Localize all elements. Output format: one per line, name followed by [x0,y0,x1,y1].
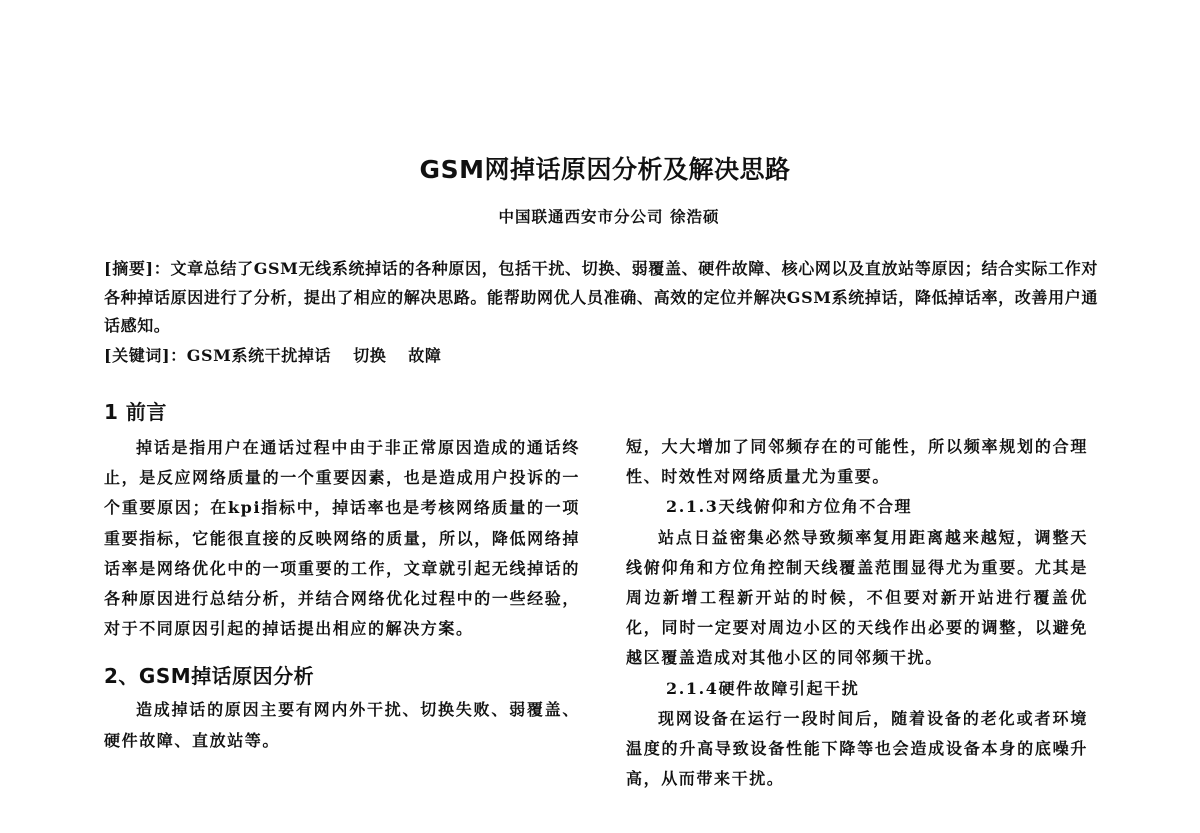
keyword-term: 切换 [353,346,387,365]
keywords-label: [关键词]： [104,346,187,365]
right-column [626,432,1088,794]
abstract-label: [摘要]： [104,259,171,278]
abstract [104,255,1098,341]
keyword-term: 故障 [408,346,442,365]
hardware-paragraph: 现网设备在运行一段时间后，随着设备的老化或者环境温度的升高导致设备性能下降等也会造成设备本身的底噪升高，从而带来干扰。 [626,708,1088,789]
keywords [104,342,1098,370]
antenna-paragraph: 站点日益密集必然导致频率复用距离越来越短，调整天线俯仰角和方位角控制天线覆盖范围显得尤为重要。尤其是周边新增工程新开站的时候，不但要对新开站进行覆盖优化，同时一定要对周边小区的天线作出必要的调整，以避免越区覆盖造成对其他小区的同邻频干扰。 [626,527,1088,668]
section-heading-analysis: 2、GSM掉话原因分析 [104,664,315,689]
section-heading-intro: 1 前言 [104,400,167,424]
paper-title: GSM网掉话原因分析及解决思路 [419,155,791,184]
left-column [104,388,580,756]
analysis-paragraph: 造成掉话的原因主要有网内外干扰、切换失败、弱覆盖、硬件故障、直放站等。 [104,700,580,750]
author-line: 中国联通西安市分公司 徐浩硕 [498,207,720,226]
continued-paragraph: 短，大大增加了同邻频存在的可能性，所以频率规划的合理性、时效性对网络质量尤为重要。 [626,437,1088,487]
keyword-term: GSM系统干扰掉话 [186,346,332,365]
intro-paragraph: 掉话是指用户在通话过程中由于非正常原因造成的通话终止，是反应网络质量的一个重要因素，也是造成用户投诉的一个重要原因；在kpi指标中，掉话率也是考核网络质量的一项重要指标，它能很直接的反映网络的质量，所以，降低网络掉话率是网络优化中的一项重要的工作，文章就引起无线掉话的各种原因进行总结分析，并结合网络优化过程中的一些经验，对于不同原因引起的掉话提出相应的解决方案。 [104,438,580,639]
abstract-text: 文章总结了GSM无线系统掉话的各种原因，包括干扰、切换、弱覆盖、硬件故障、核心网以及直放站等原因；结合实际工作对各种掉话原因进行了分析，提出了相应的解决思路。能帮助网优人员准确、高效的定位并解决GSM系统掉话，降低掉话率，改善用户通话感知。 [104,259,1098,335]
subsection-heading-hardware: 2.1.4硬件故障引起干扰 [666,678,860,698]
subsection-heading-antenna: 2.1.3天线俯仰和方位角不合理 [666,497,913,517]
